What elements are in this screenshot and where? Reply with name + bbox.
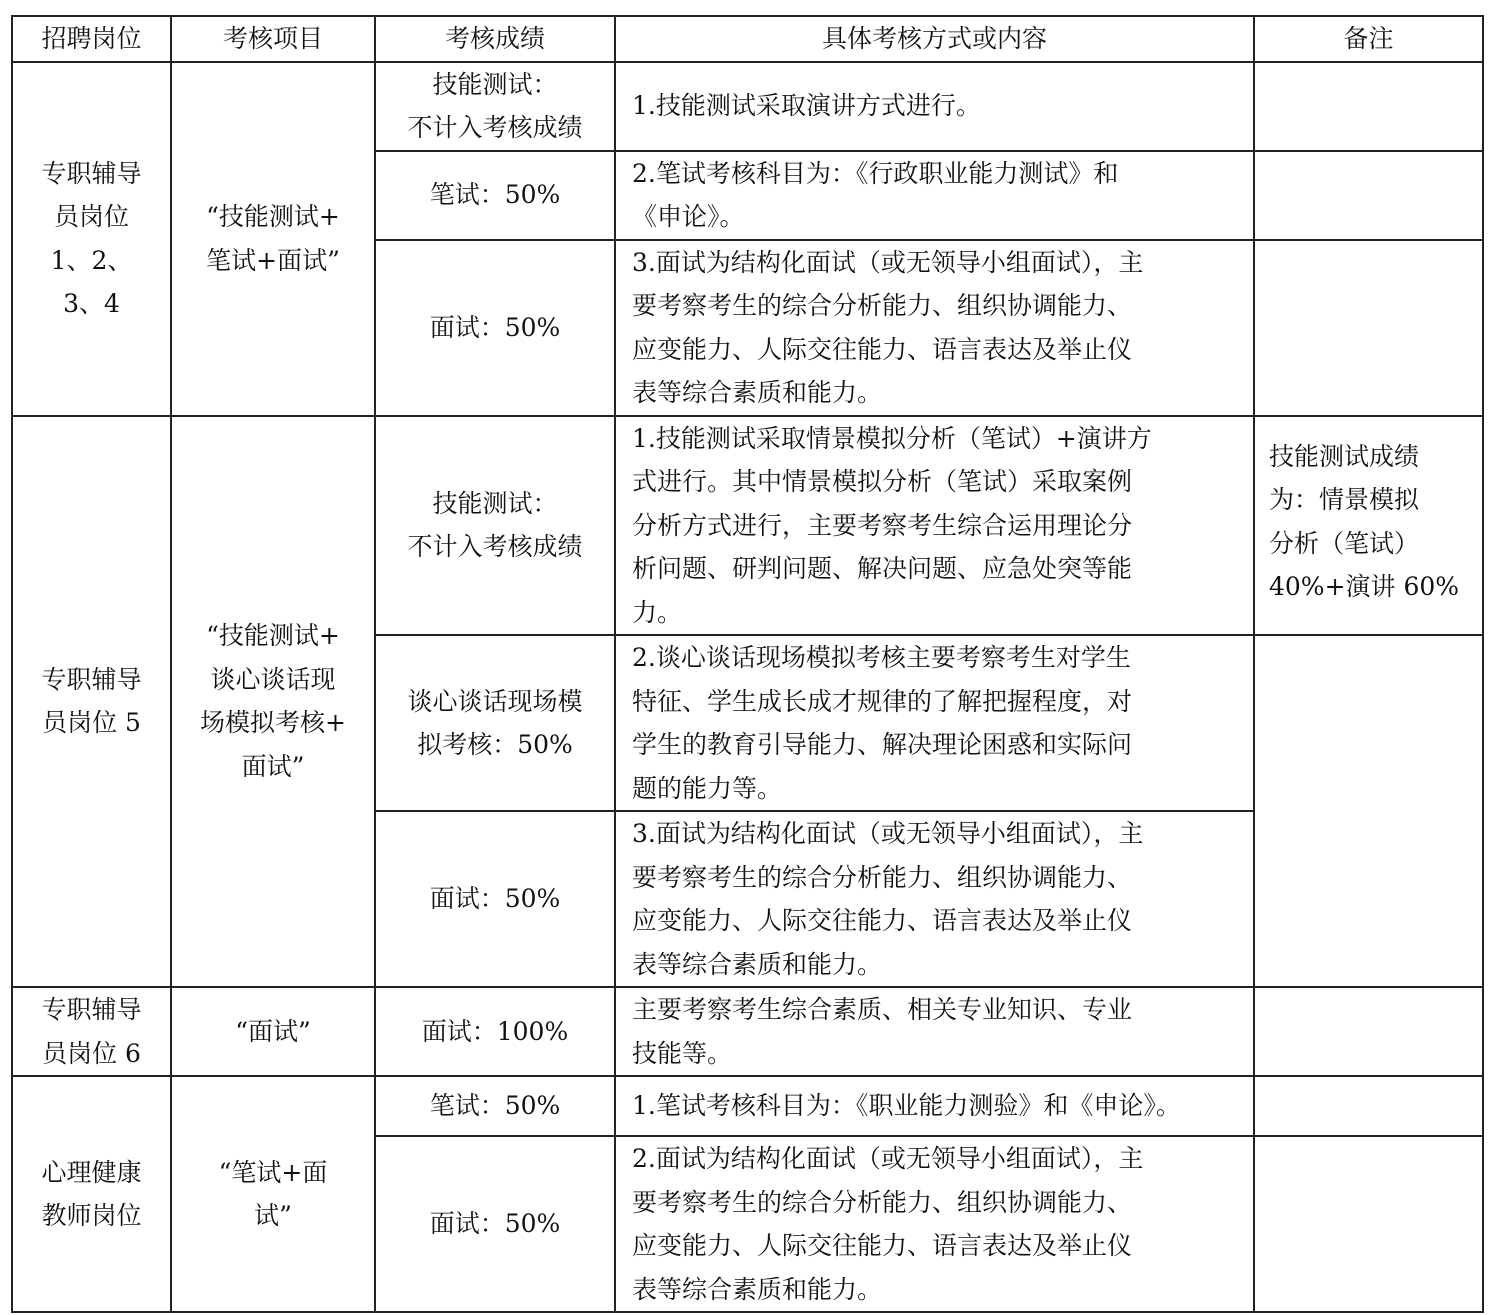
score-cell: 面试：50% [375, 811, 615, 987]
header-score: 考核成绩 [375, 16, 615, 62]
note-cell [1254, 240, 1483, 416]
method-cell: 2.面试为结构化面试（或无领导小组面试），主 要考察考生的综合分析能力、组织协调能力、 应变能力、人际交往能力、语言表达及举止仪 表等综合素质和能力。 [615, 1136, 1254, 1312]
method-cell: 1.技能测试采取情景模拟分析（笔试）+演讲方 式进行。其中情景模拟分析（笔试）采取案例 分析方式进行，主要考察考生综合运用理论分 析问题、研判问题、解决问题、应急处突等能 力。 [615, 416, 1254, 636]
score-cell: 面试：50% [375, 240, 615, 416]
note-cell [1254, 987, 1483, 1076]
header-note: 备注 [1254, 16, 1483, 62]
score-cell: 面试：100% [375, 987, 615, 1076]
position-cell: 专职辅导 员岗位 6 [12, 987, 171, 1076]
table-row [12, 987, 1483, 1076]
score-cell: 技能测试： 不计入考核成绩 [375, 62, 615, 151]
project-cell: “技能测试+ 笔试+面试” [171, 62, 375, 416]
note-cell [1254, 62, 1483, 151]
position-cell: 专职辅导 员岗位 1、2、 3、4 [12, 62, 171, 416]
score-cell: 技能测试： 不计入考核成绩 [375, 416, 615, 636]
header-project: 考核项目 [171, 16, 375, 62]
project-cell: “技能测试+ 谈心谈话现 场模拟考核+ 面试” [171, 416, 375, 988]
method-cell: 1.技能测试采取演讲方式进行。 [615, 62, 1254, 151]
note-cell [1254, 1076, 1483, 1136]
note-cell [1254, 635, 1483, 987]
note-cell: 技能测试成绩 为：情景模拟 分析（笔试） 40%+演讲 60% [1254, 416, 1483, 636]
method-cell: 2.笔试考核科目为：《行政职业能力测试》和 《申论》。 [615, 151, 1254, 240]
table-row [12, 1076, 1483, 1136]
method-cell: 3.面试为结构化面试（或无领导小组面试），主 要考察考生的综合分析能力、组织协调能力、 应变能力、人际交往能力、语言表达及举止仪 表等综合素质和能力。 [615, 240, 1254, 416]
method-cell: 3.面试为结构化面试（或无领导小组面试），主 要考察考生的综合分析能力、组织协调能力、 应变能力、人际交往能力、语言表达及举止仪 表等综合素质和能力。 [615, 811, 1254, 987]
score-cell: 笔试：50% [375, 151, 615, 240]
recruitment-exam-table [11, 15, 1484, 1313]
score-cell: 谈心谈话现场模 拟考核：50% [375, 635, 615, 811]
method-cell: 1.笔试考核科目为：《职业能力测验》和《申论》。 [615, 1076, 1254, 1136]
position-cell: 心理健康 教师岗位 [12, 1076, 171, 1312]
method-cell: 2.谈心谈话现场模拟考核主要考察考生对学生 特征、学生成长成才规律的了解把握程度，对 学生的教育引导能力、解决理论困惑和实际问 题的能力等。 [615, 635, 1254, 811]
note-cell [1254, 1136, 1483, 1312]
header-row [12, 16, 1483, 62]
project-cell: “面试” [171, 987, 375, 1076]
score-cell: 笔试：50% [375, 1076, 615, 1136]
table-row [12, 62, 1483, 151]
position-cell: 专职辅导 员岗位 5 [12, 416, 171, 988]
table-row [12, 416, 1483, 636]
score-cell: 面试：50% [375, 1136, 615, 1312]
note-cell [1254, 151, 1483, 240]
header-position: 招聘岗位 [12, 16, 171, 62]
header-method: 具体考核方式或内容 [615, 16, 1254, 62]
method-cell: 主要考察考生综合素质、相关专业知识、专业 技能等。 [615, 987, 1254, 1076]
project-cell: “笔试+面 试” [171, 1076, 375, 1312]
